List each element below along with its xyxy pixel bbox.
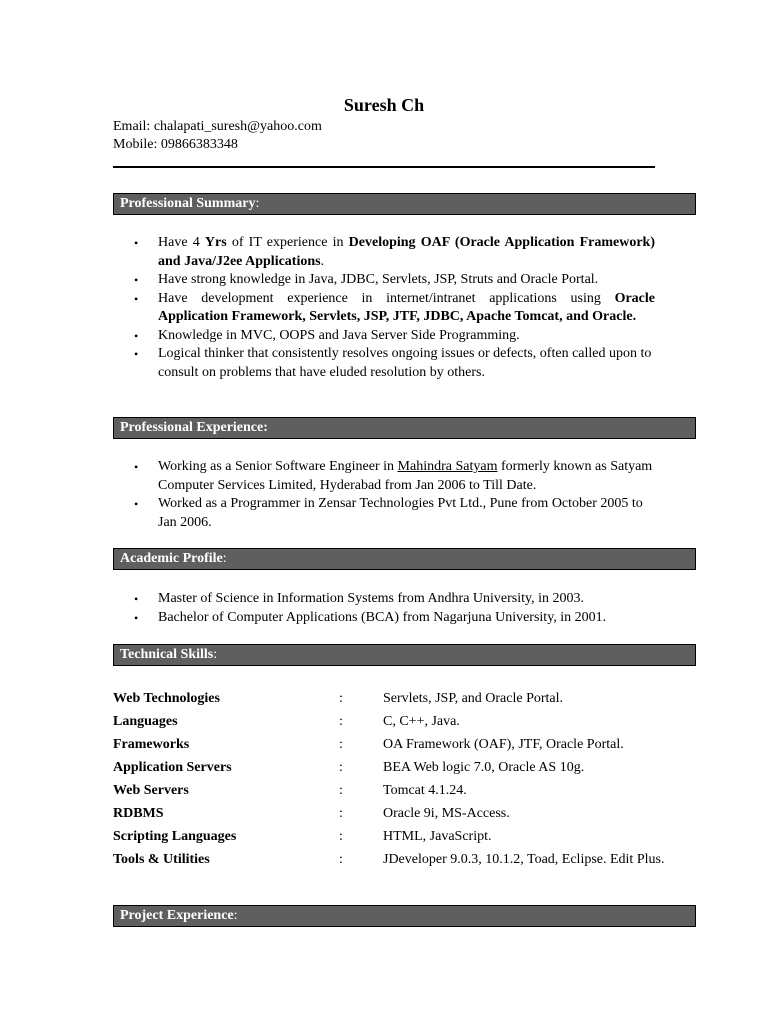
list-item-text: Working as a Senior Software Engineer in <box>158 459 398 474</box>
list-item-text: Worked as a Programmer in Zensar Technologies Pvt Ltd., Pune from October 2005 to Jan 2006. <box>158 496 643 530</box>
list-item-text: . <box>320 253 325 269</box>
section-header-project-experience <box>113 905 696 927</box>
skill-value: Oracle 9i, MS-Access. <box>383 806 510 821</box>
list-item <box>113 290 655 327</box>
mobile-line: Mobile: 09866383348 <box>113 137 238 152</box>
skill-row <box>113 827 696 850</box>
section-title: Project Experience <box>120 908 234 923</box>
list-item-text: Logical thinker that consistently resolves ongoing issues or defects, often called upon to consult on problems that have eluded resolution by others. <box>158 346 652 380</box>
candidate-name: Suresh Ch <box>343 95 425 115</box>
section-title-suffix: : <box>222 551 227 566</box>
skill-value: JDeveloper 9.0.3, 10.1.2, Toad, Eclipse. Edit Plus. <box>383 852 665 867</box>
skill-row <box>113 781 696 804</box>
skill-separator: : <box>339 852 343 867</box>
skill-value: OA Framework (OAF), JTF, Oracle Portal. <box>383 737 624 752</box>
bullet-glyph: • <box>134 291 139 306</box>
bullet-glyph: • <box>134 460 139 474</box>
skill-value: C, C++, Java. <box>383 714 460 729</box>
section-title: Professional Experience: <box>120 420 268 435</box>
email-line: Email: chalapati_suresh@yahoo.com <box>113 119 322 134</box>
list-item-text: formerly known as Satyam Computer Services Limited, Hyderabad from Jan 2006 to Till Date. <box>158 459 653 493</box>
professional-summary-list <box>113 234 655 382</box>
skill-separator: : <box>339 737 343 752</box>
list-item-text: Master of Science in Information Systems from Andhra University, in 2003. <box>158 591 585 606</box>
bullet-glyph: • <box>134 592 139 606</box>
technical-skills-table <box>113 689 696 892</box>
section-header-professional-experience <box>113 417 696 439</box>
bullet-glyph: • <box>134 497 139 511</box>
list-item <box>113 495 655 532</box>
skill-category: Languages <box>113 714 178 729</box>
list-item-text: Developing OAF (Oracle Application Framework) and Java/J2ee Applications <box>158 235 655 269</box>
section-title: Academic Profile <box>120 551 223 566</box>
skill-category: RDBMS <box>113 806 164 821</box>
skill-category: Tools & Utilities <box>113 852 210 867</box>
list-item <box>113 234 655 271</box>
list-item-text: Bachelor of Computer Applications (BCA) from Nagarjuna University, in 2001. <box>158 609 607 625</box>
skill-value: Tomcat 4.1.24. <box>383 783 467 798</box>
section-title-suffix: : <box>255 196 260 211</box>
skill-value: HTML, JavaScript. <box>383 829 492 844</box>
skill-value: Servlets, JSP, and Oracle Portal. <box>383 691 564 706</box>
header-divider <box>113 166 655 168</box>
skill-separator: : <box>339 783 343 798</box>
section-title: Professional Summary <box>120 196 256 211</box>
bullet-glyph: • <box>134 610 139 625</box>
skill-separator: : <box>339 806 343 821</box>
section-header-professional-summary <box>113 193 696 215</box>
academic-profile-list <box>113 590 655 627</box>
bullet-glyph: • <box>134 328 139 343</box>
section-title: Technical Skills <box>120 647 214 662</box>
list-item-text: Have strong knowledge in Java, JDBC, Servlets, JSP, Struts and Oracle Portal. <box>158 272 599 287</box>
skill-row <box>113 735 696 758</box>
list-item <box>113 327 655 346</box>
skill-separator: : <box>339 829 343 844</box>
list-item-text: Oracle Application Framework, Servlets, JSP, JTF, JDBC, Apache Tomcat, and Oracle. <box>158 290 655 324</box>
skill-row <box>113 850 696 892</box>
skill-value: BEA Web logic 7.0, Oracle AS 10g. <box>383 760 585 775</box>
professional-experience-list <box>113 458 655 532</box>
list-item-text: Have 4 <box>158 235 205 250</box>
skill-row <box>113 689 696 712</box>
section-header-technical-skills <box>113 644 696 666</box>
list-item <box>113 345 655 382</box>
list-item <box>113 590 655 609</box>
skill-separator: : <box>339 760 343 775</box>
list-item-text: Have development experience in internet/intranet applications using <box>158 290 615 306</box>
list-item-text: of IT experience in <box>226 235 349 250</box>
skill-category: Scripting Languages <box>113 829 237 844</box>
list-item-text: Knowledge in MVC, OOPS and Java Server Side Programming. <box>158 327 520 343</box>
bullet-glyph: • <box>134 236 139 250</box>
skill-category: Application Servers <box>113 760 232 775</box>
list-item-text: Yrs <box>204 235 227 250</box>
skill-category: Frameworks <box>113 737 190 752</box>
section-header-academic-profile <box>113 548 696 570</box>
skill-row <box>113 712 696 735</box>
bullet-glyph: • <box>134 347 139 361</box>
skill-row <box>113 758 696 781</box>
company-name: Mahindra Satyam <box>397 459 498 474</box>
section-title-suffix: : <box>213 647 218 662</box>
skill-separator: : <box>339 714 343 729</box>
bullet-glyph: • <box>134 273 139 287</box>
list-item <box>113 271 655 290</box>
skill-separator: : <box>339 691 343 706</box>
list-item <box>113 458 655 495</box>
skill-category: Web Servers <box>113 783 189 798</box>
list-item <box>113 609 655 628</box>
skill-row <box>113 804 696 827</box>
section-title-suffix: : <box>233 908 238 923</box>
skill-category: Web Technologies <box>113 691 220 706</box>
